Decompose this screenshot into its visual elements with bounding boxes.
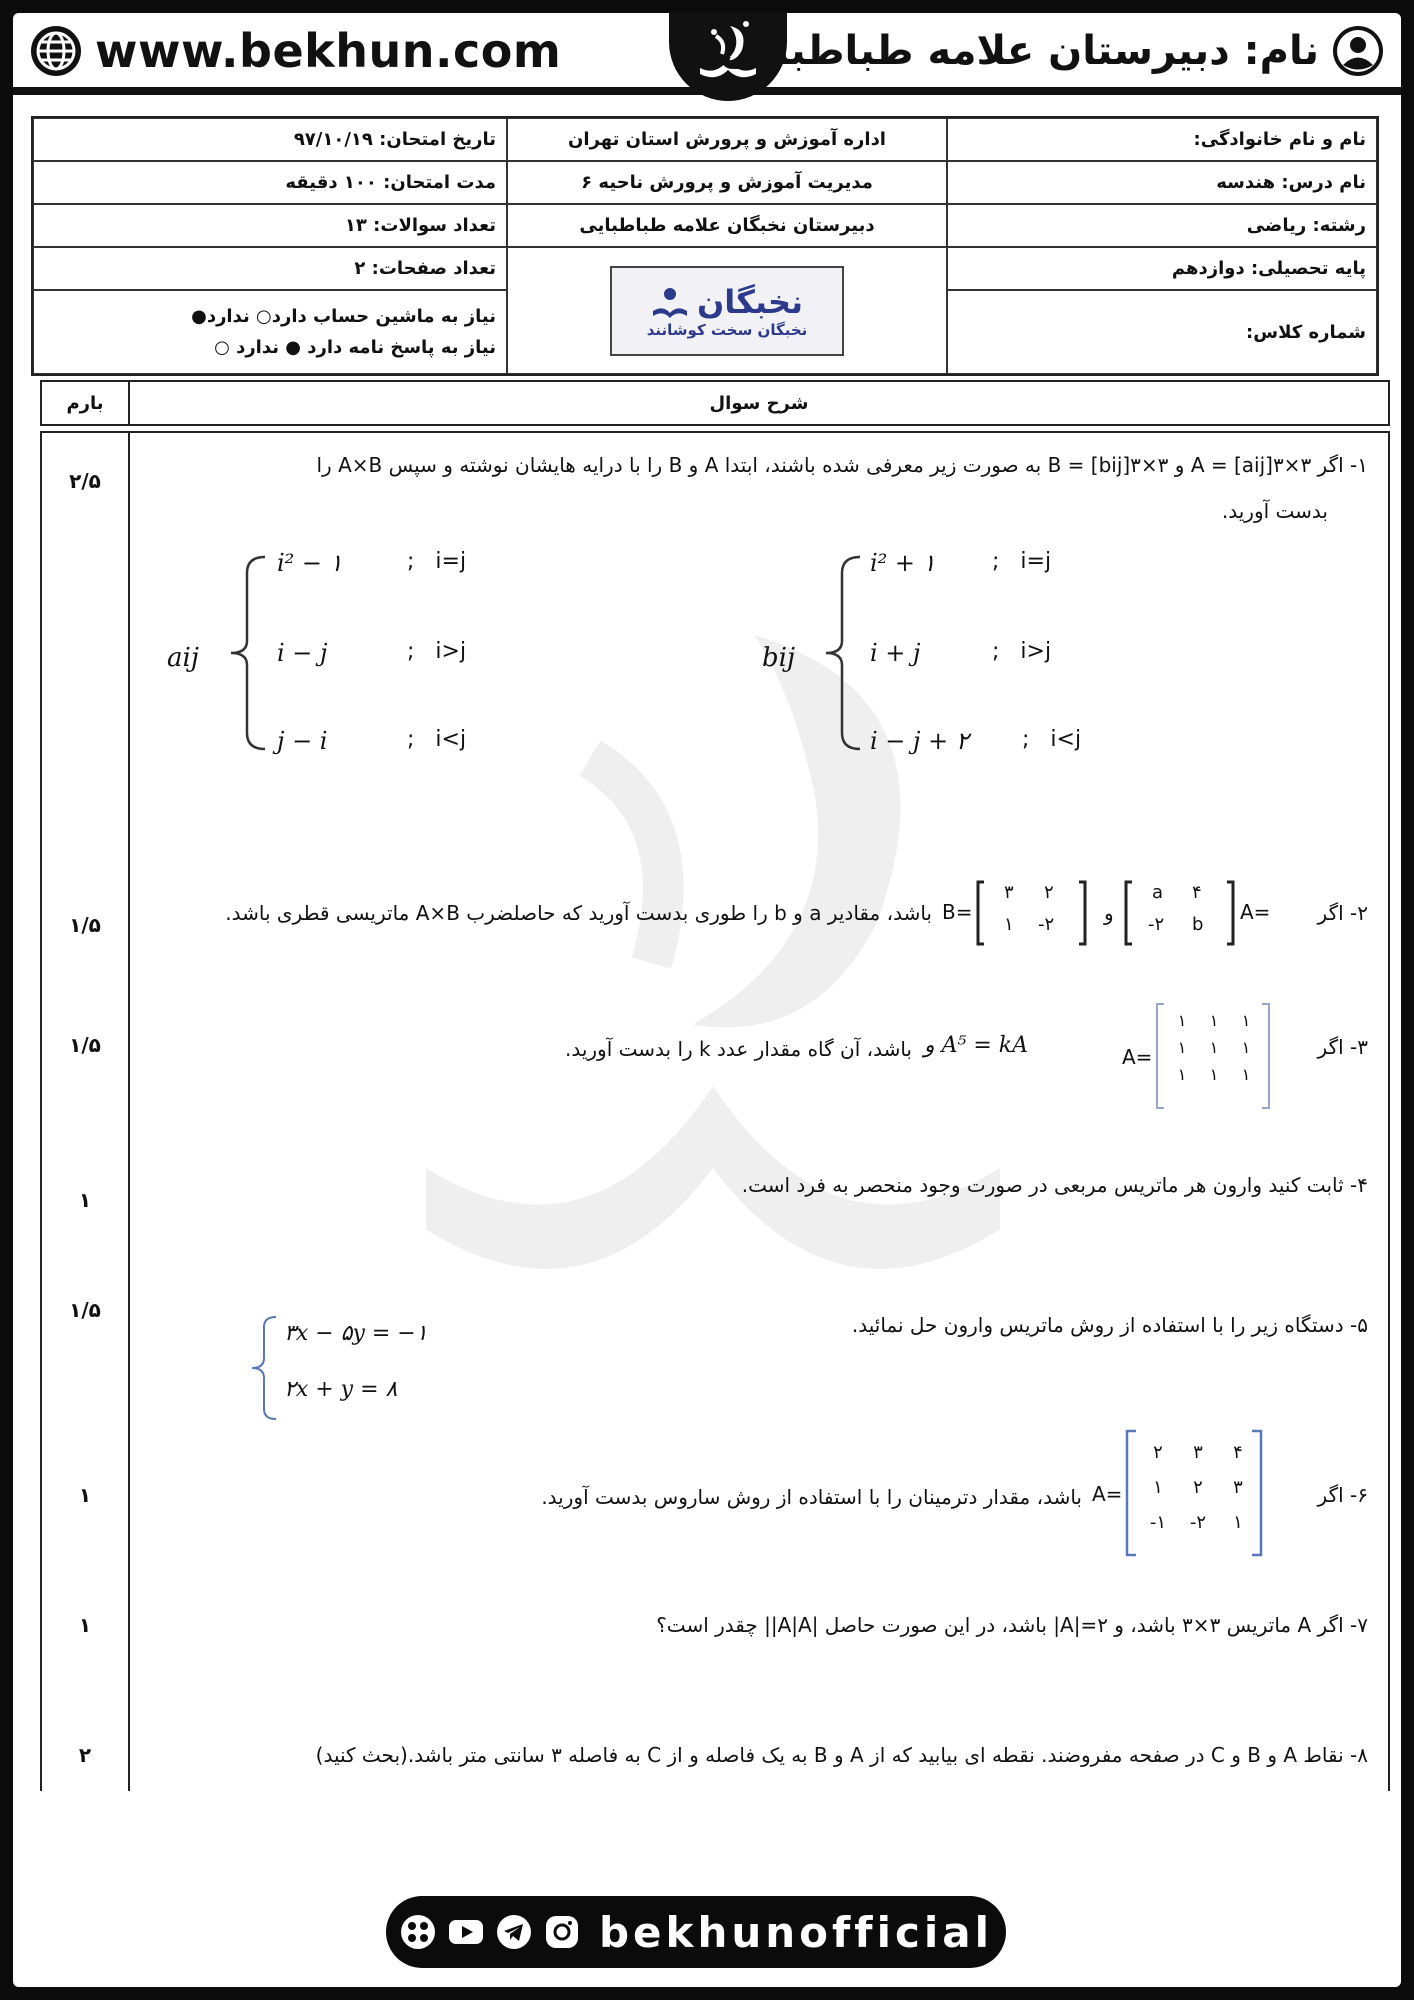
exam-duration: مدت امتحان: ۱۰۰ دقیقه bbox=[33, 161, 507, 204]
question-1 bbox=[316, 453, 1368, 477]
score-q4: ۱ bbox=[78, 1188, 92, 1212]
q2-and: و bbox=[1104, 901, 1114, 925]
telegram-icon[interactable] bbox=[495, 1913, 533, 1951]
score-q8: ۲ bbox=[78, 1743, 92, 1767]
book-icon bbox=[651, 285, 689, 319]
site-link[interactable] bbox=[29, 23, 561, 79]
q2-b-label: B= bbox=[942, 900, 973, 924]
score-header: بارم bbox=[66, 392, 104, 414]
q3-cell: ۱ bbox=[1241, 1011, 1251, 1030]
b-definition bbox=[762, 543, 1182, 763]
page-count: تعداد صفحات: ۲ bbox=[33, 247, 507, 290]
q5-text: دستگاه زیر را با استفاده از روش ماتریس وارون حل نمائید. bbox=[851, 1313, 1344, 1337]
question-8 bbox=[316, 1743, 1368, 1767]
aparat-icon[interactable] bbox=[399, 1913, 437, 1951]
q4-number: ۴- bbox=[1350, 1173, 1368, 1197]
answer-sheet-needed: نیاز به پاسخ نامه دارد ● ندارد ○ bbox=[214, 337, 496, 358]
q5-eq1: ۳x − ۵y = −۱ bbox=[284, 1321, 428, 1346]
q2-text: باشد، مقادیر a و b را طوری بدست آورید که حاصلضرب A×B ماتریسی قطری باشد. bbox=[225, 901, 932, 925]
q3-cell: ۱ bbox=[1241, 1065, 1251, 1084]
q2-b11: ۳ bbox=[1004, 882, 1014, 903]
exam-info-table bbox=[31, 116, 1379, 376]
q6-r3c2: -۲ bbox=[1189, 1512, 1207, 1533]
q3-a-label: A= bbox=[1122, 1045, 1153, 1069]
instagram-icon[interactable] bbox=[543, 1913, 581, 1951]
banner-divider bbox=[13, 87, 1401, 95]
q6-r2c3: ۳ bbox=[1233, 1477, 1243, 1498]
b-case2-condition: i>j bbox=[1020, 639, 1052, 664]
q2-b-brackets bbox=[974, 878, 1089, 948]
b-case3: i − j + ۲ bbox=[870, 727, 969, 755]
top-banner bbox=[13, 13, 1401, 89]
q8-text: نقاط A و B و C در صفحه مفروضند. نقطه ای بیابید که از A و B به یک فاصله و از C به فاصله ۳ سانتی متر باشد.(بحث کنید) bbox=[315, 1743, 1344, 1767]
q8-number: ۸- bbox=[1350, 1743, 1368, 1767]
q2-matrix-a bbox=[1122, 878, 1272, 948]
requirements bbox=[33, 290, 507, 374]
student-name: نام و نام خانوادگی: bbox=[947, 118, 1377, 161]
q6-cells bbox=[1138, 1442, 1258, 1533]
social-bar bbox=[386, 1896, 1006, 1968]
q3-cell: ۱ bbox=[1177, 1038, 1187, 1057]
q2-a-brackets bbox=[1122, 878, 1237, 948]
question-header: شرح سوال bbox=[709, 392, 809, 414]
user-icon bbox=[1331, 24, 1385, 78]
org-line-3: دبیرستان نخبگان علامه طباطبایی bbox=[507, 204, 947, 247]
q3-prefix bbox=[1318, 1035, 1368, 1059]
social-handle[interactable]: bekhunofficial bbox=[598, 1907, 993, 1957]
class-number: شماره کلاس: bbox=[947, 290, 1377, 374]
globe-icon bbox=[29, 24, 83, 78]
b-case2: i + j bbox=[870, 639, 921, 667]
question-5 bbox=[852, 1313, 1368, 1337]
score-q2: ۱/۵ bbox=[69, 913, 101, 937]
org-line-2: مدیریت آموزش و پرورش ناحیه ۶ bbox=[507, 161, 947, 204]
q3-number: ۳- bbox=[1350, 1035, 1368, 1059]
b-brace bbox=[822, 553, 862, 753]
score-q6: ۱ bbox=[78, 1483, 92, 1507]
q2-b21: ۱ bbox=[1004, 914, 1014, 935]
q5-brace bbox=[242, 1313, 278, 1423]
score-q1: ۲/۵ bbox=[69, 469, 101, 493]
q6-a-label: A= bbox=[1092, 1482, 1123, 1506]
q2-if: اگر bbox=[1317, 901, 1344, 925]
field: رشته: ریاضی bbox=[947, 204, 1377, 247]
q6-r1c3: ۴ bbox=[1233, 1442, 1243, 1463]
a-brace bbox=[227, 553, 267, 753]
score-q3: ۱/۵ bbox=[69, 1033, 101, 1057]
q1-text: اگر A = [aij]۳×۳ و B = [bij]۳×۳ به صورت زیر معرفی شده باشند، ابتدا A و B را با درایه هایشان نوشته و سپس A×B را bbox=[316, 453, 1344, 477]
q2-a22: -۲ bbox=[1148, 914, 1165, 935]
question-count: تعداد سوالات: ۱۳ bbox=[33, 204, 507, 247]
q7-text: اگر A ماتریس ۳×۳ باشد، و ۲=|A| باشد، در این صورت حاصل |A|A|| چقدر است؟ bbox=[656, 1613, 1344, 1637]
q6-r2c2: ۲ bbox=[1193, 1477, 1203, 1498]
q2-b12: ۲ bbox=[1044, 882, 1054, 903]
a-case2: i − j bbox=[277, 639, 328, 667]
b-case3-condition: i<j bbox=[1050, 727, 1082, 752]
q6-matrix bbox=[1092, 1428, 1267, 1558]
school-logo-cell bbox=[507, 247, 947, 374]
nokhbegan-logo bbox=[610, 266, 844, 356]
score-column-divider bbox=[128, 433, 130, 1791]
q6-r1c2: ۳ bbox=[1193, 1442, 1203, 1463]
q3-cell: ۱ bbox=[1177, 1065, 1187, 1084]
grade: پایه تحصیلی: دوازدهم bbox=[947, 247, 1377, 290]
a-case2-condition: i>j bbox=[435, 639, 467, 664]
q3-text: باشد، آن گاه مقدار عدد k را بدست آورید. bbox=[564, 1037, 912, 1061]
q5-system bbox=[242, 1313, 482, 1423]
q6-r3c1: -۱ bbox=[1149, 1512, 1167, 1533]
b-case3-cond: ; i<j bbox=[1022, 727, 1082, 752]
q3-cell: ۱ bbox=[1209, 1011, 1219, 1030]
q3-cell: ۱ bbox=[1209, 1065, 1219, 1084]
q2-b22: -۲ bbox=[1038, 914, 1055, 935]
b-case1-condition: i=j bbox=[1020, 549, 1052, 574]
q6-r3c3: ۱ bbox=[1233, 1512, 1243, 1533]
subject: نام درس: هندسه bbox=[947, 161, 1377, 204]
youtube-icon[interactable] bbox=[447, 1913, 485, 1951]
q2-a-label: A= bbox=[1240, 900, 1271, 924]
a-case3: j − i bbox=[277, 727, 328, 755]
q3-equation: A⁵ = kA و bbox=[924, 1033, 1028, 1058]
q6-if: اگر bbox=[1317, 1483, 1344, 1507]
a-case1: i² − ۱ bbox=[277, 549, 343, 577]
q6-r1c1: ۲ bbox=[1153, 1442, 1163, 1463]
a-definition bbox=[167, 543, 587, 763]
q3-cell: ۱ bbox=[1177, 1011, 1187, 1030]
q5-number: ۵- bbox=[1350, 1313, 1368, 1337]
exam-date: تاریخ امتحان: ۹۷/۱۰/۱۹ bbox=[33, 118, 507, 161]
a-case1-cond: ; i=j bbox=[407, 549, 467, 574]
q1-text-line2: بدست آورید. bbox=[1221, 499, 1328, 523]
q6-r2c1: ۱ bbox=[1153, 1477, 1163, 1498]
a-case1-condition: i=j bbox=[435, 549, 467, 574]
q6-text: باشد، مقدار دترمینان را با استفاده از روش ساروس بدست آورید. bbox=[541, 1485, 1082, 1509]
b-label: bij bbox=[762, 643, 796, 673]
score-q7: ۱ bbox=[78, 1613, 92, 1637]
b-case2-cond: ; i>j bbox=[992, 639, 1052, 664]
q2-a11: ۴ bbox=[1192, 882, 1202, 903]
q2-a12: a bbox=[1152, 882, 1164, 903]
school-name bbox=[720, 23, 1385, 79]
nokhbegan-logo-text: نخبگان bbox=[696, 282, 804, 321]
question-table-header bbox=[40, 380, 1390, 426]
q5-eq2: ۲x + y = ۸ bbox=[284, 1377, 398, 1402]
a-label: aij bbox=[167, 643, 199, 673]
q2-prefix bbox=[1318, 901, 1368, 925]
exam-sheet bbox=[13, 13, 1401, 1987]
q7-number: ۷- bbox=[1350, 1613, 1368, 1637]
q6-number: ۶- bbox=[1350, 1483, 1368, 1507]
questions-area bbox=[40, 431, 1390, 1791]
org-line-1: اداره آموزش و پرورش استان تهران bbox=[507, 118, 947, 161]
q2-number: ۲- bbox=[1350, 901, 1368, 925]
q6-prefix bbox=[1318, 1483, 1368, 1507]
q1-number: ۱- bbox=[1350, 453, 1368, 477]
a-case3-cond: ; i<j bbox=[407, 727, 467, 752]
a-case2-cond: ; i>j bbox=[407, 639, 467, 664]
site-url: www.bekhun.com bbox=[95, 24, 562, 78]
q2-a21: b bbox=[1192, 914, 1204, 935]
question-4 bbox=[742, 1173, 1368, 1197]
school-title: نام: دبیرستان علامه طباطبایی bbox=[720, 28, 1319, 74]
q3-cell: ۱ bbox=[1209, 1038, 1219, 1057]
a-case3-condition: i<j bbox=[435, 727, 467, 752]
b-case1-cond: ; i=j bbox=[992, 549, 1052, 574]
q3-cell: ۱ bbox=[1241, 1038, 1251, 1057]
q2-matrix-b bbox=[942, 878, 1092, 948]
question-7 bbox=[656, 1613, 1368, 1637]
calculator-needed: نیاز به ماشین حساب دارد○ ندارد● bbox=[191, 306, 496, 327]
nokhbegan-logo-subtext: نخبگان سخت کوشانند bbox=[646, 320, 808, 339]
score-q5: ۱/۵ bbox=[69, 1298, 101, 1322]
q3-cells bbox=[1166, 1011, 1262, 1084]
q3-if: اگر bbox=[1317, 1035, 1344, 1059]
b-case1: i² + ۱ bbox=[870, 549, 936, 577]
q4-text: ثابت کنید وارون هر ماتریس مربعی در صورت وجود منحصر به فرد است. bbox=[741, 1173, 1344, 1197]
q3-matrix bbox=[1122, 1001, 1272, 1111]
